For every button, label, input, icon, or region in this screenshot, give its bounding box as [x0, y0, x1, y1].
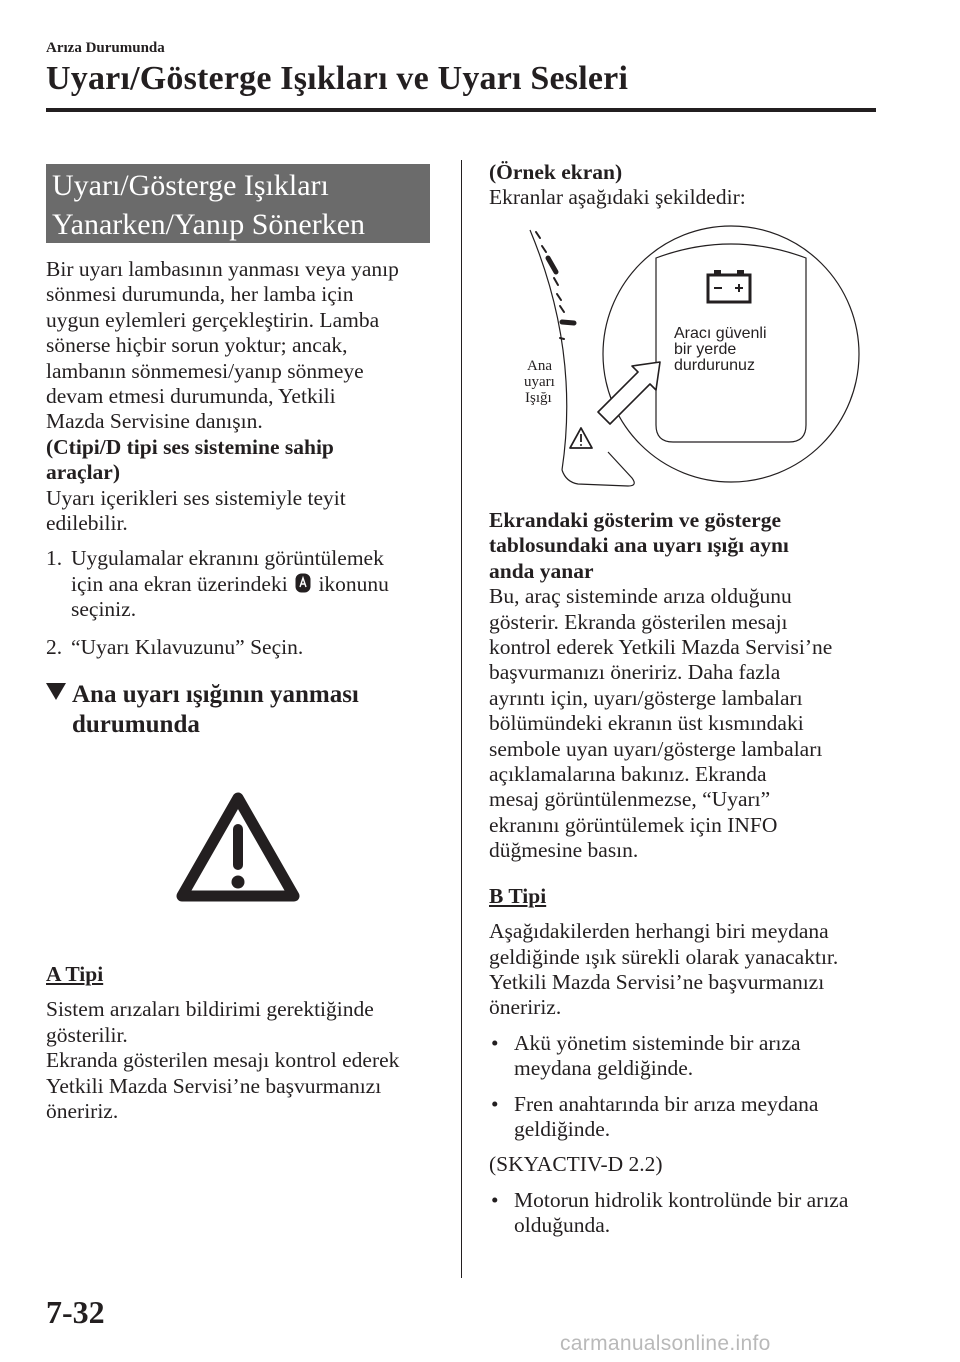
paragraph-line: bölümündeki ekranın üst kısmındaki: [489, 711, 804, 736]
audio-text-line: Uyarı içerikleri ses sistemiyle teyit: [46, 485, 346, 510]
paragraph-line: kontrol ederek Yetkili Mazda Servisi’ne: [489, 635, 833, 660]
bullet-line: olduğunda.: [514, 1213, 611, 1238]
step-line: seçiniz.: [71, 597, 137, 622]
bullet-dot: •: [491, 1187, 499, 1212]
screen-message-line: bir yerde: [674, 341, 737, 358]
section-label: Arıza Durumunda: [46, 40, 165, 56]
type-a-label: A Tipi: [46, 962, 104, 986]
type-b-line: Yetkili Mazda Servisi’ne başvurmanızı: [489, 969, 825, 994]
bullet-item: [489, 1031, 889, 1082]
intro-line: Bir uyarı lambasının yanması veya yanıp: [46, 257, 399, 281]
bold-heading-line: Ekrandaki gösterim ve gösterge: [489, 508, 782, 532]
step-1: [46, 546, 456, 622]
paragraph-line: Bu, araç sisteminde arıza olduğunu: [489, 584, 792, 609]
step-2: [46, 635, 456, 660]
paragraph-line: sembole uyan uyarı/gösterge lambaları: [489, 736, 823, 761]
bullet-dot: •: [491, 1030, 499, 1055]
type-a-line: öneririz.: [46, 1099, 119, 1124]
column-divider: [461, 160, 462, 1278]
apps-icon: [295, 573, 311, 593]
type-b-line: Aşağıdakilerden herhangi biri meydana: [489, 919, 829, 944]
page-title: Uyarı/Gösterge Işıkları ve Uyarı Sesleri: [46, 60, 629, 97]
paragraph-line: ayrıntı için, uyarı/gösterge lambaları: [489, 685, 803, 710]
type-b-line: öneririz.: [489, 995, 562, 1020]
type-a-line: Sistem arızaları bildirimi gerektiğinde: [46, 997, 374, 1022]
intro-line: sönerse hiçbir sorun yoktur; ancak,: [46, 333, 348, 358]
paragraph-line: gösterir. Ekranda gösterilen mesajı: [489, 609, 788, 634]
subsection-heading-line: Ana uyarı ışığının yanması: [72, 681, 359, 708]
bullet-item: [489, 1188, 889, 1239]
type-a-block: [46, 962, 456, 1124]
bullet-line: meydana geldiğinde.: [514, 1056, 694, 1081]
intro-line: Mazda Servisine danışın.: [46, 409, 263, 434]
bullet-line: Fren anahtarında bir arıza meydana: [514, 1091, 819, 1116]
right-column: [489, 508, 889, 1239]
header-rule: [46, 108, 876, 112]
bold-heading-line: anda yanar: [489, 558, 594, 583]
paragraph-line: düğmesine basın.: [489, 838, 639, 863]
master-warning-icon: [570, 428, 592, 448]
page-number: 7-32: [46, 1294, 105, 1330]
banner-line-2: Yanarken/Yanıp Sönerken: [52, 208, 366, 241]
intro-line: devam etmesi durumunda, Yetkili: [46, 384, 336, 409]
subsection-heading: [46, 680, 456, 740]
skyactiv-heading: (SKYACTIV-D 2.2): [489, 1152, 663, 1177]
type-b-line: geldiğinde ışık sürekli olarak yanacaktır.: [489, 944, 839, 969]
callout-arrow: [598, 362, 660, 424]
step-number: 1.: [46, 546, 63, 571]
intro-line: sönmesi durumunda, her lamba için: [46, 282, 354, 307]
step-text: için ana ekran üzerindeki: [71, 571, 288, 596]
paragraph-line: başvurmanızı öneririz. Daha fazla: [489, 660, 781, 685]
step-line: “Uyarı Kılavuzunu” Seçin.: [71, 634, 304, 659]
banner-line-1: Uyarı/Gösterge Işıkları: [52, 169, 329, 202]
intro-line: lambanın sönmemesi/yanıp sönmeye: [46, 358, 364, 383]
bullet-line: Akü yönetim sisteminde bir arıza: [514, 1030, 801, 1055]
audio-heading-line: araçlar): [46, 460, 121, 485]
type-b-label: B Tipi: [489, 883, 547, 908]
watermark: carmanualsonline.info: [560, 1332, 771, 1355]
warning-triangle-icon: [172, 788, 304, 906]
example-heading-block: [489, 160, 889, 211]
step-line: [71, 572, 456, 597]
subsection-heading-line: durumunda: [72, 711, 200, 738]
step-line: Uygulamalar ekranını görüntülemek: [71, 546, 384, 571]
section-banner: [46, 164, 430, 243]
battery-icon: [708, 270, 750, 302]
type-a-line: Ekranda gösterilen mesajı kontrol ederek: [46, 1048, 400, 1073]
bullet-line: Motorun hidrolik kontrolünde bir arıza: [514, 1187, 849, 1212]
callout-label-line: Ana: [527, 358, 552, 374]
example-heading: (Örnek ekran): [489, 160, 623, 184]
audio-text-line: edilebilir.: [46, 511, 128, 536]
example-display-figure: [480, 220, 870, 502]
screen-message-line: durdurunuz: [674, 357, 755, 374]
callout-label-line: uyarı: [524, 374, 555, 390]
screen-message-line: Aracı güvenli: [674, 325, 767, 342]
paragraph-line: ekranını görüntülemek için INFO: [489, 812, 778, 837]
example-text: Ekranlar aşağıdaki şekildedir:: [489, 185, 746, 210]
callout-label-line: Işığı: [525, 390, 552, 406]
step-number: 2.: [46, 634, 63, 659]
audio-heading-line: (Ctipi/D tipi ses sistemine sahip: [46, 434, 334, 459]
step-text: ikonunu: [318, 571, 389, 596]
bullet-item: [489, 1092, 889, 1143]
bullet-dot: •: [491, 1091, 499, 1116]
paragraph-line: mesaj görüntülenmezse, “Uyarı”: [489, 787, 771, 812]
type-a-line: Yetkili Mazda Servisi’ne başvurmanızı: [46, 1073, 382, 1098]
left-column: [46, 257, 456, 660]
bold-heading-line: tablosundaki ana uyarı ışığı aynı: [489, 533, 789, 558]
triangle-marker-icon: [46, 683, 66, 700]
paragraph-line: açıklamalarına bakınız. Ekranda: [489, 762, 767, 787]
type-a-line: gösterilir.: [46, 1022, 128, 1047]
intro-line: uygun eylemleri gerçekleştirin. Lamba: [46, 307, 380, 332]
bullet-line: geldiğinde.: [514, 1116, 611, 1141]
